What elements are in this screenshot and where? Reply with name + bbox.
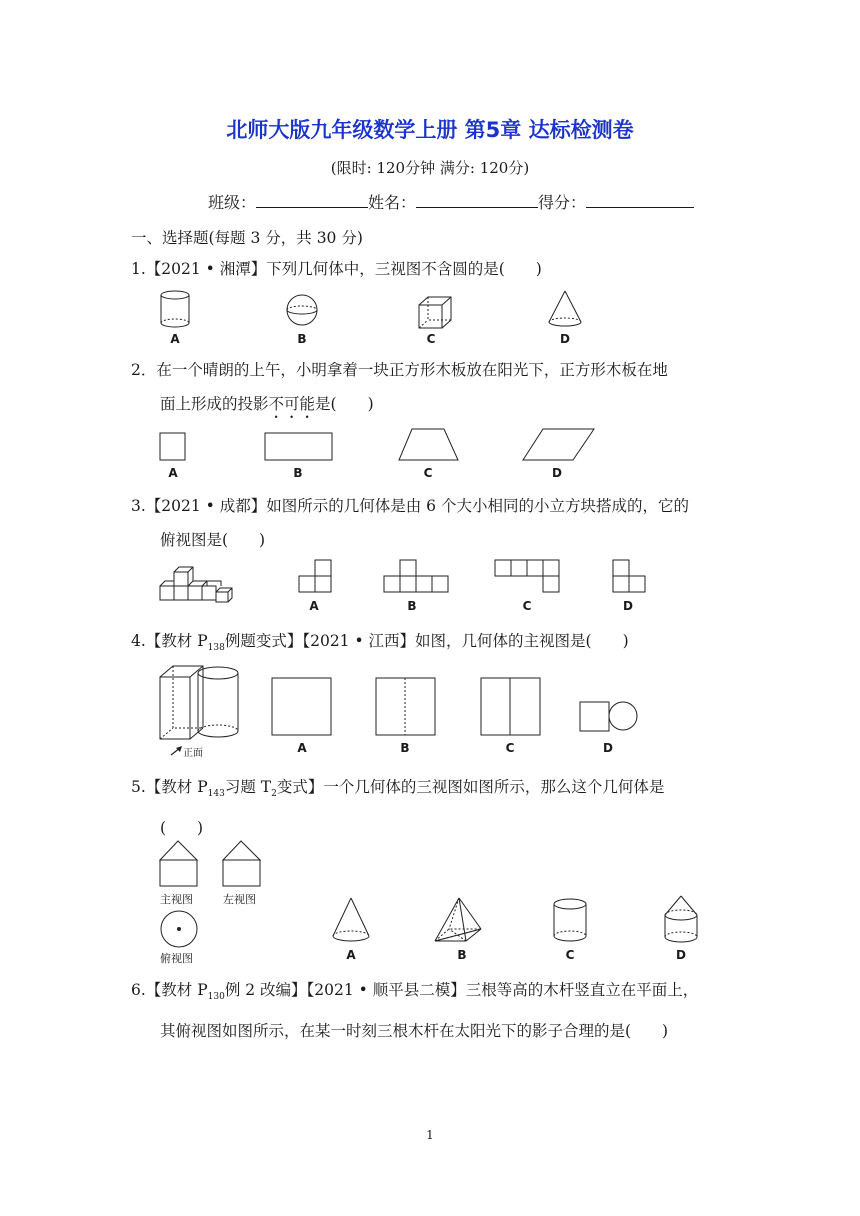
question-6-line2: 其俯视图如图所示，在某一时刻三根木杆在太阳光下的影子合理的是( ): [160, 1022, 669, 1041]
q3-option-c-label: C: [522, 599, 532, 613]
q4-option-a-view: [271, 677, 333, 737]
question-4: [131, 624, 731, 665]
q4-front-label: 正面: [183, 748, 203, 759]
q2-option-c-label: C: [423, 466, 433, 480]
student-info-line: [208, 190, 694, 213]
q1-option-c-label: C: [426, 332, 436, 346]
q2-option-a-label: A: [168, 466, 178, 480]
q1-option-d-cone: [547, 290, 583, 330]
q4-option-c-view: [480, 677, 542, 737]
q5-option-c-label: C: [565, 948, 575, 962]
q2-option-d-parallelogram: [522, 428, 596, 462]
q1-option-a-label: A: [170, 332, 180, 346]
question-6: [131, 973, 731, 1048]
q5-option-d-label: D: [676, 948, 686, 962]
q5-option-b-pyramid: [434, 897, 484, 943]
q4-option-d-label: D: [603, 741, 613, 755]
q2-option-b-label: B: [293, 466, 303, 480]
q4-solid-figure: [159, 665, 245, 745]
class-blank: [256, 191, 368, 208]
q1-option-d-label: D: [560, 332, 570, 346]
question-2: [131, 353, 731, 422]
q3-option-d-view: [612, 559, 646, 595]
q1-option-a-cylinder: [159, 290, 191, 330]
score-label: 得分：: [538, 193, 587, 212]
page-number: 1: [426, 1128, 434, 1142]
q3-option-a-label: A: [309, 599, 319, 613]
question-5-t-sub: 2: [271, 789, 277, 800]
q2-option-c-trapezoid: [398, 428, 460, 462]
question-6-page-sub: 130: [207, 992, 225, 1003]
question-2-line2-start: 面上形成的投影: [160, 395, 269, 413]
q4-option-c-label: C: [505, 741, 515, 755]
q5-option-d-cone-on-cylinder: [663, 895, 699, 945]
q2-option-d-label: D: [552, 466, 562, 480]
score-blank: [586, 191, 694, 208]
q3-option-b-label: B: [407, 599, 417, 613]
q1-option-b-label: B: [297, 332, 307, 346]
question-4-page-sub: 138: [207, 643, 225, 654]
question-4-text-b: 例题变式】【2021 • 江西】如图，几何体的主视图是( ): [224, 632, 629, 650]
question-2-line1: 2．在一个晴朗的上午，小明拿着一块正方形木板放在阳光下，正方形木板在地: [131, 361, 668, 379]
exam-meta: (限时: 120分钟 满分: 120分): [330, 159, 530, 177]
question-2-line2-end: 是( ): [315, 395, 374, 413]
question-5-line2: ( ): [160, 819, 204, 838]
q5-option-b-label: B: [457, 948, 467, 962]
q1-option-b-sphere: [286, 292, 320, 328]
q3-option-a-view: [298, 559, 332, 595]
question-3: [131, 489, 731, 557]
question-2-emphasis: 不可能: [268, 395, 316, 413]
q5-top-view: [160, 910, 200, 950]
q2-option-a-square: [159, 432, 187, 462]
q2-option-b-rectangle: [264, 432, 334, 462]
q5-top-view-caption: 俯视图: [160, 952, 193, 965]
q5-left-view-caption: 左视图: [223, 893, 256, 906]
page-title: 北师大版九年级数学上册 第5章 达标检测卷: [226, 118, 634, 142]
q5-left-view: [222, 840, 262, 888]
question-5-text-c: 变式】一个几何体的三视图如图所示，那么这个几何体是: [276, 778, 665, 796]
question-3-line2: 俯视图是( ): [160, 531, 266, 549]
question-5: [131, 770, 731, 845]
question-6-text-b: 例 2 改编】【2021 • 顺平县二模】三根等高的木杆竖直立在平面上，: [224, 981, 699, 999]
q4-arrow-icon: [170, 746, 184, 756]
q1-option-c-cube: [418, 296, 454, 330]
question-5-text-a: 5.【教材 P: [131, 778, 208, 796]
question-1: [131, 252, 731, 286]
class-label: 班级：: [208, 193, 257, 212]
q3-option-b-view: [383, 559, 449, 595]
question-6-text-a: 6.【教材 P: [131, 981, 208, 999]
question-5-page-sub: 143: [207, 789, 225, 800]
name-label: 姓名：: [368, 193, 417, 212]
q3-option-c-view: [494, 559, 560, 595]
q3-solid-figure: [159, 564, 233, 604]
q5-main-view-caption: 主视图: [160, 893, 193, 906]
q5-option-a-cone: [331, 897, 371, 945]
q4-option-d-view: [579, 700, 641, 734]
q5-option-a-label: A: [346, 948, 356, 962]
q4-option-b-label: B: [400, 741, 410, 755]
q4-option-a-label: A: [297, 741, 307, 755]
question-5-text-b: 习题 T: [224, 778, 272, 796]
q5-main-view: [159, 840, 199, 888]
q3-option-d-label: D: [623, 599, 633, 613]
question-4-text-a: 4.【教材 P: [131, 632, 208, 650]
q5-option-c-cylinder: [552, 898, 588, 944]
question-3-line1: 3.【2021 • 成都】如图所示的几何体是由 6 个大小相同的小立方块搭成的，它的: [131, 497, 689, 515]
section-heading: 一、选择题(每题 3 分，共 30 分): [131, 229, 363, 247]
question-1-text: 1.【2021 • 湘潭】下列几何体中，三视图不含圆的是( ): [131, 260, 542, 278]
q4-option-b-view: [375, 677, 437, 737]
name-blank: [416, 191, 538, 208]
